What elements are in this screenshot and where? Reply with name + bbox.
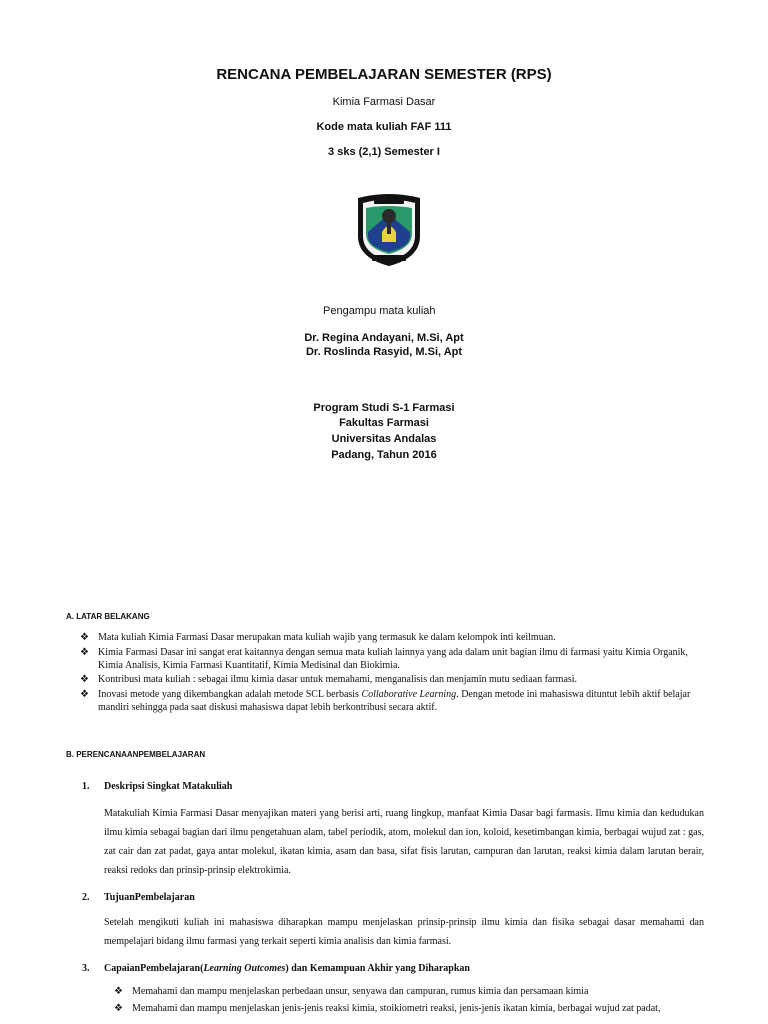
item-title: Deskripsi Singkat Matakuliah: [104, 781, 233, 792]
institution-university: Universitas Andalas: [331, 433, 437, 445]
list-item: ❖ Kimia Farmasi Dasar ini sangat erat kaitannya dengan semua mata kuliah lainnya yang ada dalam unit bagian ilmu di farmasi yaitu Kimia Organik, Kimia Analisis, Kimia Farmasi Kuantitatif, Kimia Medisinal dan Biokimia.: [80, 646, 688, 671]
item-number: 1.: [82, 781, 90, 792]
diamond-bullet-icon: ❖: [80, 674, 89, 685]
institution-faculty: Fakultas Farmasi: [339, 417, 429, 429]
course-name: Kimia Farmasi Dasar: [332, 96, 436, 108]
item-title: CapaianPembelajaran(Learning Outcomes) dan Kemampuan Akhir yang Diharapkan: [104, 963, 470, 974]
section-a-heading: A. LATAR BELAKANG: [66, 612, 150, 621]
page-title: RENCANA PEMBELAJARAN SEMESTER (RPS): [216, 66, 552, 83]
list-item: ❖ Inovasi metode yang dikembangkan adalah metode SCL berbasis Collaborative Learning. Dengan metode ini mahasiswa dituntut lebih aktif belajar mandiri sehingga pada saat diskusi mahasiswa dapat lebih berkontribusi secara aktif.: [80, 688, 691, 713]
institution-program: Program Studi S-1 Farmasi: [313, 402, 455, 414]
list-item: ❖ Kontribusi mata kuliah : sebagai ilmu kimia dasar untuk memahami, menganalisis dan menjamin mutu sediaan farmasi.: [80, 674, 578, 685]
item-number: 3.: [82, 963, 90, 974]
lecturer-name: Dr. Regina Andayani, M.Si, Apt: [304, 332, 464, 344]
diamond-bullet-icon: ❖: [114, 986, 123, 997]
institution-place-year: Padang, Tahun 2016: [331, 449, 437, 461]
course-description: Matakuliah Kimia Farmasi Dasar menyajikan materi yang berisi arti, ruang lingkup, manfaat Kimia Dasar bagi farmasis. Ilmu kimia dan kedudukan ilmu kimia sebagai bagian dari ilmu pengetahuan alam, tabel periodik, atom, molekul dan ion, koloid, kesetimbangan kimia, berbagai wujud zat : gas, zat cair dan zat padat, gaya antar molekul, ikatan kimia, asam dan basa, sifat fisis larutan, campuran dan larutan, reaksi kimia dalam larutan berair, reaksi redoks dan prinsip-prinsip elektrokimia.: [104, 808, 704, 876]
lecturer-name: Dr. Roslinda Rasyid, M.Si, Apt: [305, 346, 463, 358]
course-code: Kode mata kuliah FAF 111: [316, 121, 452, 133]
course-credits: 3 sks (2,1) Semester I: [328, 146, 440, 158]
item-title: TujuanPembelajaran: [104, 892, 195, 903]
diamond-bullet-icon: ❖: [80, 632, 89, 643]
learning-objective: Setelah mengikuti kuliah ini mahasiswa diharapkan mampu menjelaskan prinsip-prinsip ilmu kimia dan fisika sebagai dasar memahami dan mempelajari bidang ilmu farmasi yang terkait seperti kimia analisis dan kimia farmasi.: [104, 917, 704, 947]
diamond-bullet-icon: ❖: [114, 1003, 123, 1014]
list-item: ❖ Mata kuliah Kimia Farmasi Dasar merupakan mata kuliah wajib yang termasuk ke dalam kelompok inti keilmuan.: [80, 632, 556, 643]
list-item: ❖ Memahami dan mampu menjelaskan perbedaan unsur, senyawa dan campuran, rumus kimia dan persamaan kimia: [114, 986, 589, 997]
university-seal-icon: [354, 192, 424, 268]
lecturers-label: Pengampu mata kuliah: [323, 305, 436, 317]
item-number: 2.: [82, 892, 90, 903]
diamond-bullet-icon: ❖: [80, 646, 89, 658]
section-b-heading: B. PERENCANAANPEMBELAJARAN: [66, 750, 206, 759]
diamond-bullet-icon: ❖: [80, 688, 89, 700]
learning-outcomes-list: [114, 985, 710, 1017]
section-a-bullet-list: [80, 631, 710, 715]
list-item: ❖ Memahami dan mampu menjelaskan jenis-jenis reaksi kimia, stoikiometri reaksi, jenis-jenis ikatan kimia, berbagai wujud zat padat,: [114, 1003, 661, 1014]
